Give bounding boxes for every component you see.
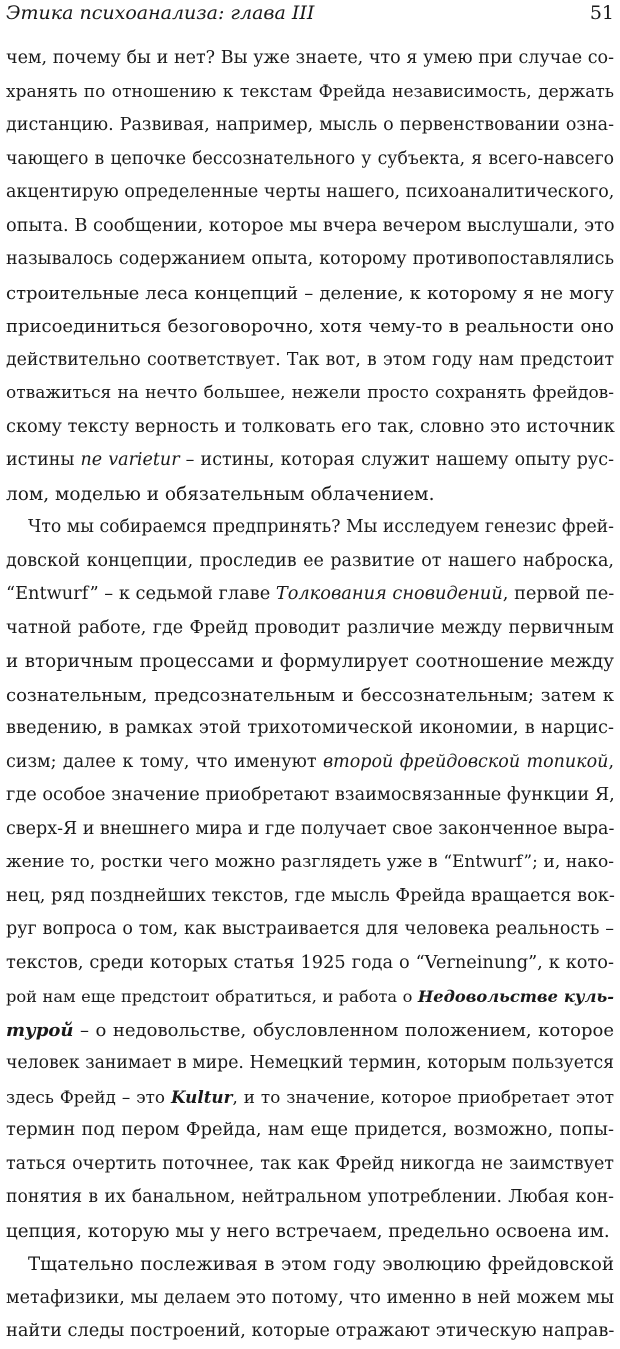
text-line: сверх-Я и внешнего мира и где получает свое законченное выра- bbox=[6, 818, 615, 839]
text-line: сознательным, предсознательным и бессознательным; затем к bbox=[6, 684, 614, 706]
text-line bbox=[6, 1081, 614, 1115]
text-line: действительно соответствует. Так вот, в этом году нам предстоит bbox=[6, 349, 614, 370]
bold-italic-segment: Недовольстве куль- bbox=[417, 987, 614, 1006]
text-line: хранять по отношению к текстам Фрейда независимость, держать bbox=[6, 81, 614, 102]
text-line bbox=[6, 578, 614, 612]
text-segment: , и то значение, которое приобретает этот bbox=[232, 1086, 614, 1107]
text-line: Тщательно послеживая в этом году эволюцию фрейдовской bbox=[28, 1254, 614, 1275]
text-line: скому тексту верность и толковать его так, словно это источник bbox=[6, 416, 615, 437]
text-line: таться очертить поточнее, так как Фрейд никогда не заимствует bbox=[6, 1153, 614, 1174]
bold-italic-segment: Kultur bbox=[170, 1086, 233, 1107]
text-line: присоединиться безоговорочно, хотя чему-то в реальности оно bbox=[6, 316, 614, 337]
text-segment: , первой пе- bbox=[502, 584, 615, 604]
text-line: называлось содержанием опыта, которому противопоставлялись bbox=[6, 249, 614, 269]
text-segment: рой нам еще предстоит обратиться, и работа о bbox=[6, 987, 418, 1006]
text-segment: – о недовольстве, обусловленном положением, которое bbox=[73, 1019, 614, 1041]
text-line: введению, в рамках этой трихотомической икономии, в нарцис- bbox=[6, 718, 614, 738]
text-line: понятия в их банальном, нейтральном употреблении. Любая кон- bbox=[6, 1187, 614, 1207]
text-line bbox=[6, 980, 614, 1014]
text-line: найти следы построений, которые отражают этическую направ- bbox=[6, 1321, 615, 1341]
text-line: руг вопроса о том, как выстраивается для человека реальность – bbox=[6, 919, 614, 939]
text-line: метафизики, мы делаем это потому, что именно в ней можем мы bbox=[6, 1287, 614, 1308]
text-segment: – истины, которая служит нашему опыту рус- bbox=[179, 450, 614, 470]
text-line: термин под пером Фрейда, нам еще придется, возможно, попы- bbox=[6, 1120, 614, 1140]
bold-italic-segment: турой bbox=[6, 1019, 74, 1041]
text-line: лом, моделью и обязательным облачением. bbox=[6, 483, 435, 505]
running-head: Этика психоанализа: глава III bbox=[6, 2, 315, 24]
text-line: текстов, среди которых статья 1925 года о “Verneinung”, к кото- bbox=[6, 952, 614, 973]
text-segment: “Entwurf” – к седьмой главе bbox=[6, 584, 276, 604]
text-line: Что мы собираемся предпринять? Мы исследуем генезис фрей- bbox=[28, 517, 614, 537]
text-line: строительные леса концепций – деление, к которому я не могу bbox=[6, 282, 614, 304]
text-segment: сизм; далее к тому, что именуют bbox=[6, 751, 323, 772]
text-segment: здесь Фрейд – это bbox=[6, 1086, 171, 1107]
text-line bbox=[6, 746, 614, 780]
text-line: опыта. В сообщении, которое мы вчера вечером выслушали, это bbox=[6, 215, 615, 236]
text-line: где особое значение приобретают взаимосвязанные функции Я, bbox=[6, 785, 615, 805]
text-line: довской концепции, проследив ее развитие от нашего наброска, bbox=[6, 550, 614, 571]
italic-segment: Толкования сновидений bbox=[275, 584, 503, 604]
text-segment: истины bbox=[6, 450, 81, 470]
text-line: акцентирую определенные черты нашего, психоаналитического, bbox=[6, 182, 615, 202]
text-line bbox=[6, 1014, 614, 1048]
page-number: 51 bbox=[589, 2, 614, 24]
text-line: чатной работе, где Фрейд проводит различие между первичным bbox=[6, 617, 614, 638]
text-line: цепция, которую мы у него встречаем, предельно освоена им. bbox=[6, 1220, 610, 1242]
body-text bbox=[6, 42, 614, 1349]
text-line bbox=[6, 444, 614, 478]
text-segment: , bbox=[608, 751, 615, 772]
text-line: отважиться на нечто большее, нежели просто сохранять фрейдов- bbox=[6, 383, 614, 403]
text-line: дистанцию. Развивая, например, мысль о первенствовании озна- bbox=[6, 115, 614, 135]
italic-segment: второй фрейдовской топикой bbox=[322, 751, 609, 772]
text-line: чем, почему бы и нет? Вы уже знаете, что я умею при случае со- bbox=[6, 48, 614, 68]
text-line: жение то, ростки чего можно разглядеть уже в “Entwurf”; и, нако- bbox=[6, 852, 614, 872]
italic-segment: ne varietur bbox=[80, 450, 180, 470]
text-line: нец, ряд позднейших текстов, где мысль Фрейда вращается вок- bbox=[6, 885, 615, 906]
text-line: и вторичным процессами и формулирует соотношение между bbox=[6, 651, 614, 672]
text-line: человек занимает в мире. Немецкий термин, которым пользуется bbox=[6, 1053, 614, 1073]
text-line: чающего в цепочке бессознательного у субъекта, я всего-навсего bbox=[6, 148, 614, 169]
